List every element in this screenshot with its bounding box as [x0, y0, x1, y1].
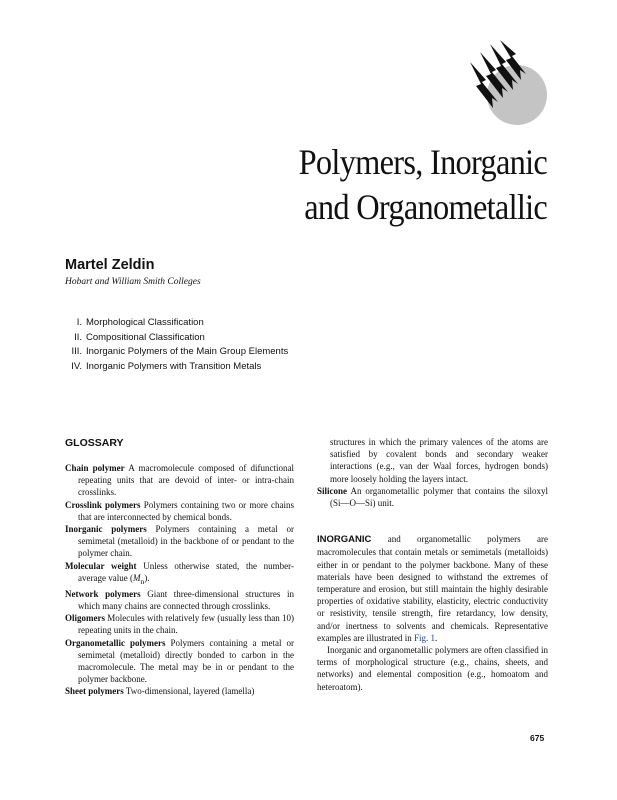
- toc-number: IV.: [71, 360, 82, 372]
- glossary-entry: [65, 523, 294, 560]
- glossary-term: Inorganic polymers: [65, 524, 147, 535]
- paragraph-text-end: .: [434, 632, 438, 643]
- paragraph-lead-word: INORGANIC: [317, 534, 372, 546]
- glossary-entry: [65, 462, 294, 499]
- glossary-entry-continuation: structures in which the primary valences of the atoms are satisfied by covalent bonds and secondary weaker interactions (e.g., van der Waal forces, hydrogen bonds) more loosely holding the layers intact.: [330, 437, 548, 484]
- title-line-2: and Organometallic: [304, 187, 547, 227]
- toc-number: III.: [71, 346, 82, 357]
- glossary-term: Crosslink polymers: [65, 499, 141, 510]
- glossary-entry: [65, 612, 294, 636]
- title-line-1: Polymers, Inorganic: [298, 142, 547, 182]
- glossary-entry: [65, 685, 294, 697]
- toc-item[interactable]: [63, 331, 288, 346]
- glossary-term: Oligomers: [65, 613, 105, 624]
- toc-item[interactable]: [63, 316, 288, 331]
- glossary-definition: Polymers containing a metal or semimetal (metalloid) in the backbone of or pendant to the polymer chain.: [78, 524, 295, 559]
- toc-label: Inorganic Polymers of the Main Group Elements: [86, 346, 289, 357]
- toc-number: I.: [76, 317, 82, 328]
- lightning-circle-logo: [462, 40, 548, 126]
- toc-label: Compositional Classification: [86, 331, 205, 343]
- left-column: [65, 462, 294, 698]
- molecular-weight-subscript: n: [140, 576, 145, 586]
- author-affiliation: Hobart and William Smith Colleges: [65, 277, 201, 287]
- glossary-entry: [317, 485, 548, 509]
- table-of-contents: [63, 316, 288, 374]
- glossary-entry: [65, 637, 294, 686]
- glossary-term: Chain polymer: [65, 463, 125, 473]
- glossary-entry: [65, 560, 294, 588]
- glossary-term: Organometallic polymers: [65, 637, 166, 648]
- glossary-definition: Molecules with relatively few (usually less than 10) repeating units in the chain.: [78, 613, 295, 636]
- glossary-definition: Polymers containing two or more chains that are interconnected by chemical bonds.: [78, 499, 294, 522]
- glossary-entry: [65, 588, 294, 612]
- figure-link[interactable]: Fig. 1: [413, 632, 435, 643]
- page-number: 675: [530, 733, 545, 743]
- glossary-definition: An organometallic polymer that contains the siloxyl (Si—O—Si) unit.: [330, 485, 548, 509]
- glossary-definition: Two-dimensional, layered (lamella): [125, 686, 255, 697]
- paragraph-text: and organometallic polymers are macromolecules that contain metals or semimetals (metalloids) either in or pendant to the polymer backbone. Many of these materials have been designed to withstand the extremes of temperature and erosion, but still maintain the highly desirable properties of oxidative stability, elasticity, electric conductivity or resistivity, tensile strength, fire retardancy, low density, and/or inertness to solvents and chemicals. Representative examples are illustrated in: [317, 534, 548, 643]
- glossary-definition: Giant three-dimensional structures in which many chains are connected through crosslinks.: [78, 588, 294, 612]
- author-name: Martel Zeldin: [65, 257, 155, 273]
- toc-item[interactable]: [63, 360, 288, 375]
- molecular-weight-symbol: M: [132, 572, 141, 583]
- toc-item[interactable]: [63, 345, 288, 360]
- glossary-definition: Unless otherwise stated, the number-average value (: [78, 560, 294, 583]
- glossary-definition-end: ).: [144, 572, 150, 583]
- glossary-definition: Polymers containing a metal or semimetal (metalloid) directly bonded to carbon in the macromolecule. The metal may be in or pendant to the polymer backbone.: [78, 637, 295, 685]
- glossary-entry: [65, 499, 294, 523]
- body-paragraph: Inorganic and organometallic polymers are often classified in terms of morphological structure (e.g., chains, sheets, and networks) and elemental composition (e.g., homoatom and heteroatom).: [317, 645, 548, 692]
- toc-number: II.: [74, 331, 82, 343]
- glossary-definition: A macromolecule composed of difunctional repeating units that are devoid of inter- or intra-chain crosslinks.: [78, 463, 295, 498]
- toc-label: Inorganic Polymers with Transition Metals: [86, 360, 262, 372]
- body-paragraph: [317, 533, 548, 644]
- glossary-heading: GLOSSARY: [65, 437, 124, 449]
- glossary-term: Silicone: [317, 485, 348, 496]
- glossary-term: Sheet polymers: [65, 686, 124, 697]
- article-title: [299, 140, 547, 230]
- glossary-term: Molecular weight: [65, 560, 137, 571]
- glossary-term: Network polymers: [65, 588, 141, 599]
- right-column: [317, 436, 548, 693]
- toc-label: Morphological Classification: [86, 317, 204, 328]
